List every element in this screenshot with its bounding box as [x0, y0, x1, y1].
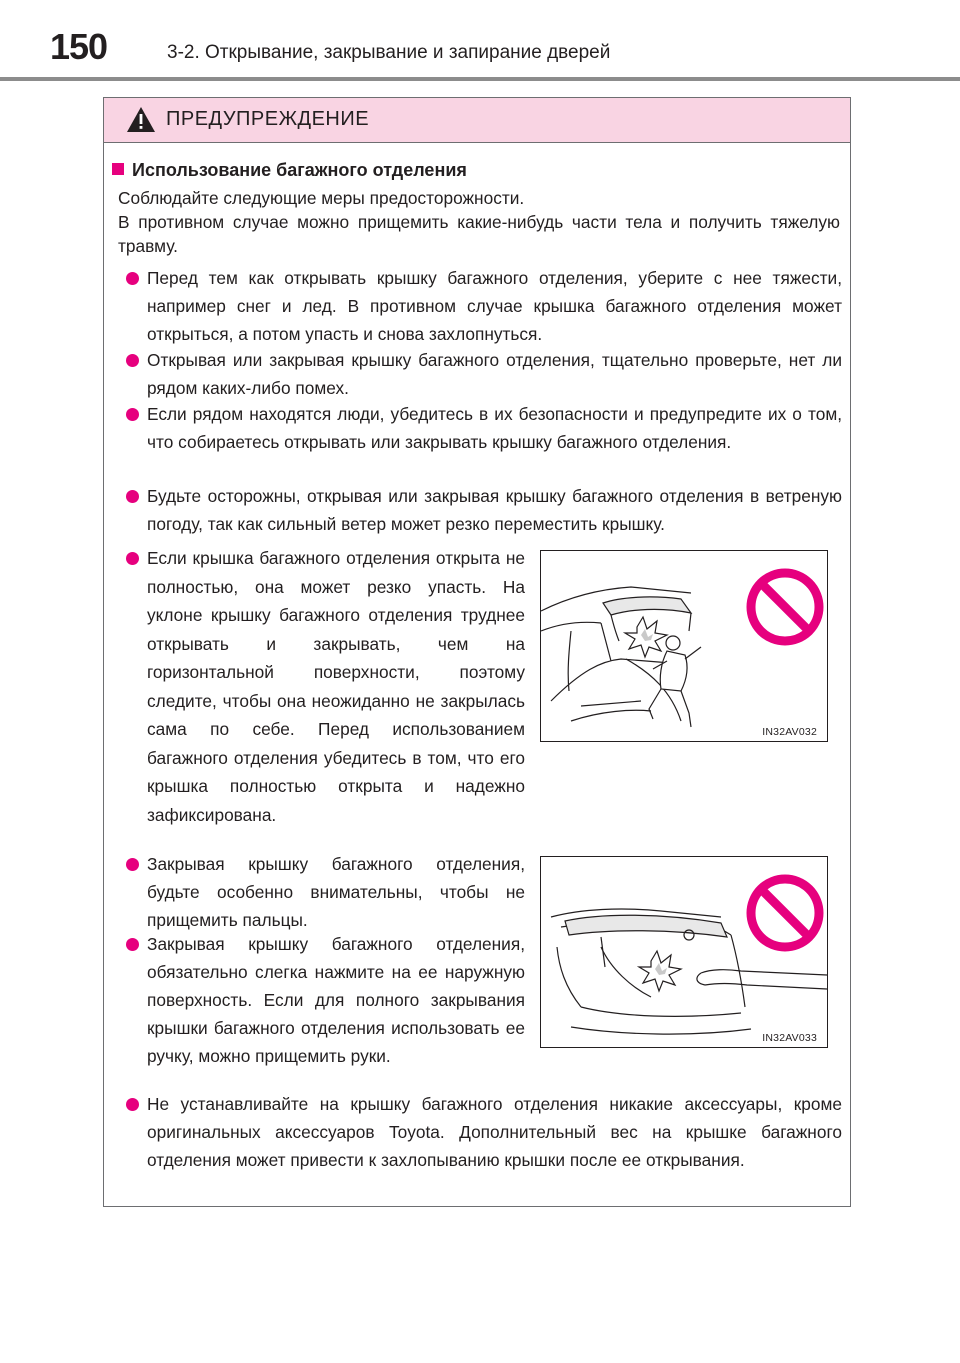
subheading-text: Использование багажного отделения — [132, 160, 467, 180]
bullet-dot-icon — [126, 272, 139, 285]
prohibition-icon — [751, 573, 819, 641]
trunk-lid-falling-illustration — [541, 551, 827, 741]
bullet-dot-icon — [126, 1098, 139, 1111]
figure-trunk-closing-fingers — [540, 856, 828, 1048]
bullet-text: Не устанавливайте на крышку багажного отделения никакие аксессуары, кроме оригинальных аксессуаров Toyota. Дополнительный вес на крышке багажного отделения может привести к захлопыванию крышки после ее открывания. — [147, 1094, 842, 1170]
bullet-dot-icon — [126, 858, 139, 871]
intro-line-2: В противном случае можно прищемить какие-нибудь части тела и получить тяжелую травму. — [118, 212, 840, 256]
subheading — [112, 160, 467, 181]
bullet-text: Если крышка багажного отделения открыта не полностью, она может резко упасть. На уклоне крышку багажного отделения труднее открывать и закрывать, чем на горизонтальной поверхности, поэтому следите, чтобы она неожиданно не закрылась сама по себе. Перед использованием багажного отделения убедитесь в том, что его крышка полностью открыта и надежно зафиксирована. — [147, 548, 525, 825]
figure-code: IN32AV032 — [762, 726, 817, 738]
warning-triangle-icon — [126, 106, 156, 133]
bullet-text: Перед тем как открывать крышку багажного отделения, уберите с нее тяжести, например снег и лед. В противном случае крышка багажного отделения может открыться, а потом упасть и снова захлопнуться. — [147, 268, 842, 344]
header-divider — [0, 77, 960, 81]
bullet-dot-icon — [126, 354, 139, 367]
bullet-text: Закрывая крышку багажного отделения, будьте особенно внимательны, чтобы не прищемить пальцы. — [147, 854, 525, 930]
bullet-dot-icon — [126, 552, 139, 565]
section-title: 3-2. Открывание, закрывание и запирание дверей — [167, 42, 611, 63]
bullet-dot-icon — [126, 490, 139, 503]
warning-header — [104, 98, 850, 143]
bullet-dot-icon — [126, 938, 139, 951]
bullet-text: Если рядом находятся люди, убедитесь в их безопасности и предупредите их о том, что собираетесь открывать или закрывать крышку багажного отделения. — [147, 404, 842, 452]
prohibition-icon — [751, 879, 819, 947]
bullet-text: Будьте осторожны, открывая или закрывая крышку багажного отделения в ветреную погоду, так как сильный ветер может резко переместить крышку. — [147, 486, 842, 534]
bullet-text: Закрывая крышку багажного отделения, обязательно слегка нажмите на ее наружную поверхность. Если для полного закрывания крышки багажного отделения использовать ее ручку, можно прищемить руки. — [147, 934, 525, 1066]
figure-code: IN32AV033 — [762, 1032, 817, 1044]
trunk-closing-fingers-illustration — [541, 857, 827, 1047]
figure-trunk-lid-falling — [540, 550, 828, 742]
square-bullet-icon — [112, 163, 124, 175]
intro-line-1: Соблюдайте следующие меры предосторожности. — [118, 188, 525, 208]
page-number: 150 — [50, 26, 108, 67]
bullet-dot-icon — [126, 408, 139, 421]
bullet-text: Открывая или закрывая крышку багажного отделения, тщательно проверьте, нет ли рядом каких-либо помех. — [147, 350, 842, 398]
page-header — [0, 0, 960, 82]
warning-label: ПРЕДУПРЕЖДЕНИЕ — [166, 108, 370, 130]
